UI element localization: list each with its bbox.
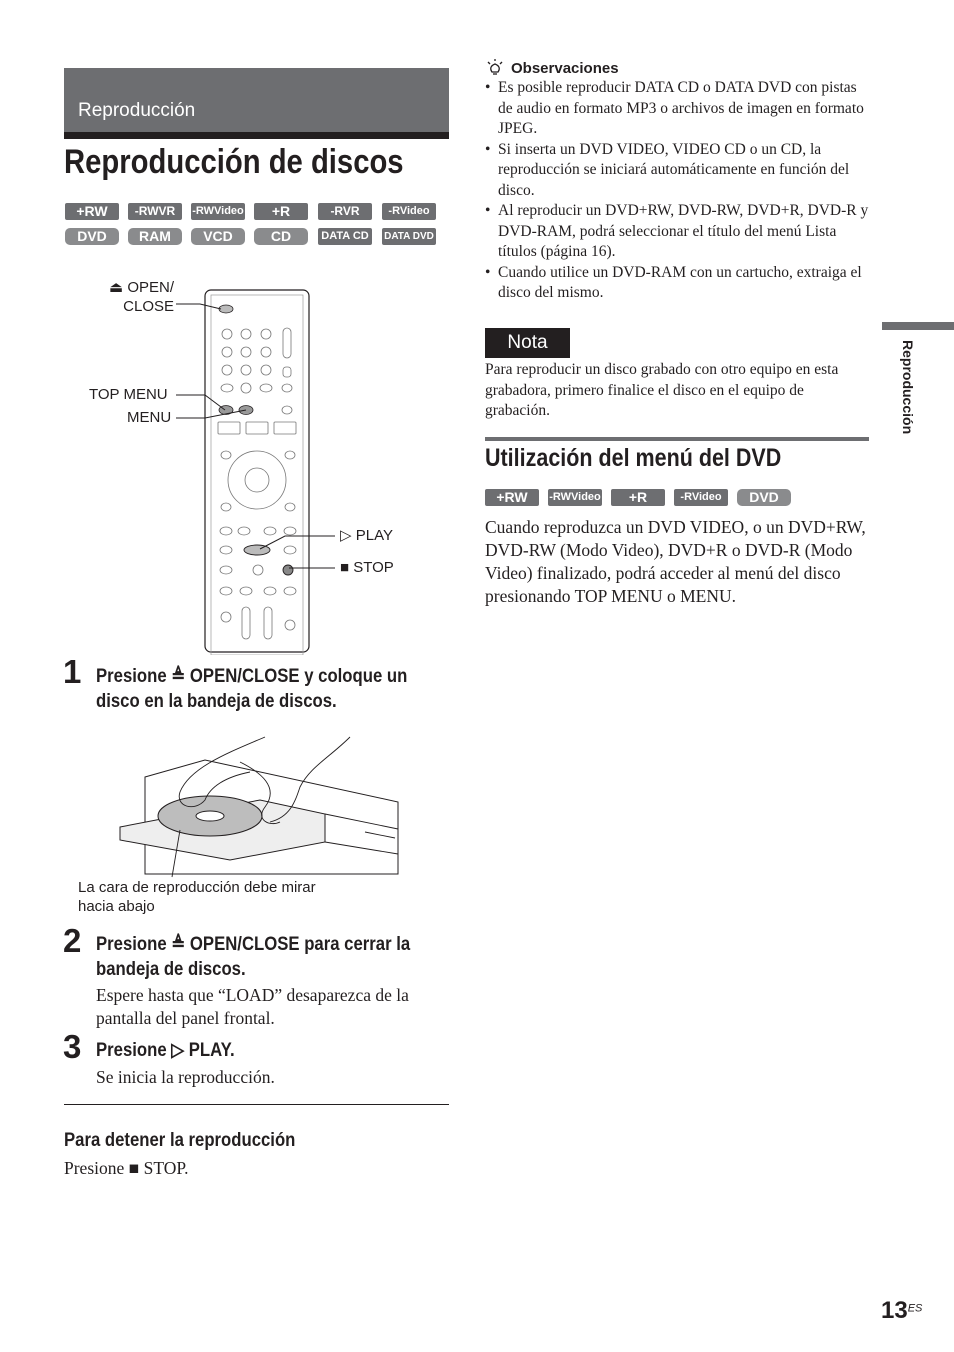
badge-minus-r-video: -RVideo [382,203,436,220]
label-stop-text: STOP [353,559,394,576]
side-tab-bar [882,322,954,330]
label-play [340,526,393,545]
step-3-number: 3 [63,1028,82,1065]
section-label: Reproducción [78,100,196,121]
badge-cd: CD [254,228,308,245]
step-3-subtext: Se inicia la reproducción. [96,1067,275,1087]
badge-minus-r-vr: -RVR [318,203,372,220]
disc-caption-line2: hacia abajo [78,898,155,915]
badge-dvd: DVD [737,489,791,506]
step-2-number: 2 [63,922,82,959]
page-number [881,1297,922,1325]
label-stop [340,558,394,577]
section-divider [64,1104,449,1105]
badge-data-cd: DATA CD [318,228,372,245]
badge-minus-rw-vr: -RWVR [128,203,182,220]
page-number-suffix: ES [907,1302,923,1315]
badge-minus-rw-video: -RWVideo [191,203,245,220]
nota-label: Nota [485,328,570,358]
label-open: OPEN/ [127,279,174,296]
lightbulb-icon [485,58,505,78]
stop-heading: Para detener la reproducción [64,1130,296,1151]
page-title: Reproducción de discos [64,143,404,181]
observaciones-list [485,78,870,304]
badge-data-dvd: DATA DVD [382,228,436,245]
label-open-close [106,278,174,316]
dvd-menu-rule [485,437,869,441]
badge-plus-r: +R [254,203,308,220]
badge-minus-r-video: -RVideo [674,489,728,506]
observacion-item: • Si inserta un DVD VIDEO, VIDEO CD o un CD, la reproducción se iniciará automáticamente en función del disco. [485,140,870,202]
label-close: CLOSE [123,298,174,315]
observaciones-block [485,58,870,304]
observaciones-heading: Observaciones [511,59,619,77]
badge-minus-rw-video: -RWVideo [548,489,602,506]
badge-dvd: DVD [65,228,119,245]
observaciones-heading-row [485,58,870,78]
badge-vcd: VCD [191,228,245,245]
badge-ram: RAM [128,228,182,245]
label-play-text: PLAY [355,527,393,544]
nota-text: Para reproducir un disco grabado con otro equipo en esta grabadora, primero finalice el disco en el equipo de grabación. [485,361,839,419]
observacion-item: • Es posible reproducir DATA CD o DATA DVD con pistas de audio en formato MP3 o archivos de imagen en formato JPEG. [485,78,870,140]
step-2-text: Presione ≜ OPEN/CLOSE para cerrar la bandeja de discos. [96,934,411,980]
play-icon: ▷ [340,527,352,544]
label-top-menu: TOP MENU [89,386,168,403]
stop-text: Presione ■ STOP. [64,1158,189,1178]
eject-icon: ⏏ [108,279,124,296]
step-1-number: 1 [63,653,82,690]
disc-caption [78,878,316,916]
observacion-item: • Al reproducir un DVD+RW, DVD-RW, DVD+R, DVD-R y DVD-RAM, podrá seleccionar el título del menú Lista títulos (página 16). [485,201,870,263]
disc-caption-line1: La cara de reproducción debe mirar [78,879,316,896]
stop-icon: ■ [340,559,350,576]
dvd-menu-text: Cuando reproduzca un DVD VIDEO, o un DVD+RW, DVD-RW (Modo Video), DVD+R o DVD-R (Modo Video) finalizado, podrá acceder al menú del disco presionando TOP MENU o MENU. [485,517,866,606]
observacion-item: • Cuando utilice un DVD-RAM con un cartucho, extraiga el disco del mismo. [485,263,870,304]
badge-plus-rw: +RW [485,489,539,506]
dvd-menu-heading: Utilización del menú del DVD [485,444,782,472]
badge-plus-rw: +RW [65,203,119,220]
page-number-value: 13 [881,1297,908,1324]
disc-tray-illustration [110,732,400,882]
step-1-text: Presione ≜ OPEN/CLOSE y coloque un disco en la bandeja de discos. [96,666,408,712]
label-menu: MENU [127,409,172,426]
side-tab-label: Reproducción [900,340,916,435]
step-2-subtext: Espere hasta que “LOAD” desaparezca de la pantalla del panel frontal. [96,985,409,1028]
step-3-text: Presione ▷ PLAY. [96,1040,235,1061]
badge-plus-r: +R [611,489,665,506]
